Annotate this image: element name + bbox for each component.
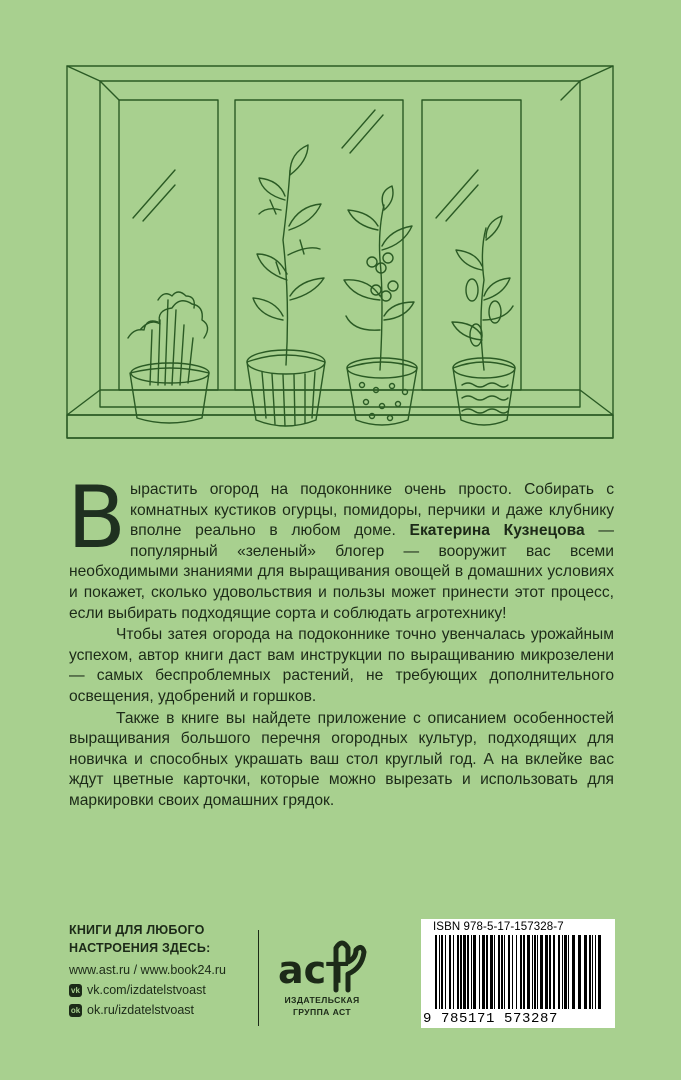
footer-divider [258, 930, 259, 1026]
paragraph-1-end: — популярный «зеленый» блогер — вооружит вас всеми необходимыми знаниями для выращивания овощей в домашних условиях и покажет, сколько удовольствия и пользы может принести этот процесс, если выбирать подходящие сорта и соблюдать агротехнику! [69, 522, 614, 622]
footer-heading-line2: НАСТРОЕНИЯ ЗДЕСЬ: [69, 941, 211, 955]
vk-link[interactable]: vk.com/izdatelstvoast [87, 983, 206, 997]
barcode-bars [431, 935, 607, 1011]
window-inner-frame [100, 81, 580, 407]
pot-pepper [452, 216, 515, 425]
paragraph-1-start: ырастить огород на подоконнике очень просто. Собирать с комнатных кустиков огурцы, помидоры, перчики и даже клубнику вполне реально в любом доме. [130, 481, 614, 540]
footer-links [69, 921, 269, 1019]
window-pane-left [119, 100, 218, 390]
ok-icon: ok [70, 1005, 81, 1015]
ast-logo-text: аст [278, 948, 349, 992]
pot-cucumber [247, 145, 325, 426]
vk-icon: vk [69, 984, 82, 997]
ok-link-row[interactable] [69, 1001, 269, 1019]
description-text [67, 468, 614, 812]
window-pane-right [422, 100, 521, 390]
paragraph-3: Также в книге вы найдете приложение с описанием особенностей выращивания большого перечня огородных культур, подходящих для новичка и способных украшать ваш стол круглый год. А на вклейке вас ждут цветные карточки, которые можно вырезать и использовать для маркировки своих домашних грядок. [69, 709, 614, 809]
isbn-number: ISBN 978-5-17-157328-7 [433, 921, 564, 933]
ok-link[interactable]: ok.ru/izdatelstvoast [87, 1003, 194, 1017]
paragraph-2: Чтобы затея огорода на подоконнике точно увенчалась урожайным успехом, автор книги даст вам инструкции по выращиванию микрозелени — самых беспроблемных растений, не требующих дополнительного освещения, удобрений и горшков. [69, 626, 614, 705]
publisher-name-line2: ГРУППА АСТ [292, 1007, 352, 1017]
window-plants-illustration [0, 0, 681, 450]
window-outer-frame [67, 66, 613, 438]
publisher-name [272, 994, 372, 1018]
isbn-barcode [421, 919, 615, 1028]
barcode-digits: 9 785171 573287 [423, 1011, 559, 1027]
website-links[interactable]: www.ast.ru / www.book24.ru [69, 963, 227, 977]
paragraph-1 [67, 468, 614, 624]
publisher-name-line1: ИЗДАТЕЛЬСКАЯ [284, 995, 360, 1005]
author-name: Екатерина Кузнецова [409, 522, 585, 540]
window-sill [67, 390, 613, 415]
dropcap-letter: В [67, 468, 126, 568]
pot-microgreens [128, 292, 209, 423]
vk-link-row[interactable] [69, 981, 269, 999]
window-pane-middle [235, 100, 403, 390]
pot-tomato [344, 186, 417, 425]
footer-heading-line1: КНИГИ ДЛЯ ЛЮБОГО [69, 923, 205, 937]
